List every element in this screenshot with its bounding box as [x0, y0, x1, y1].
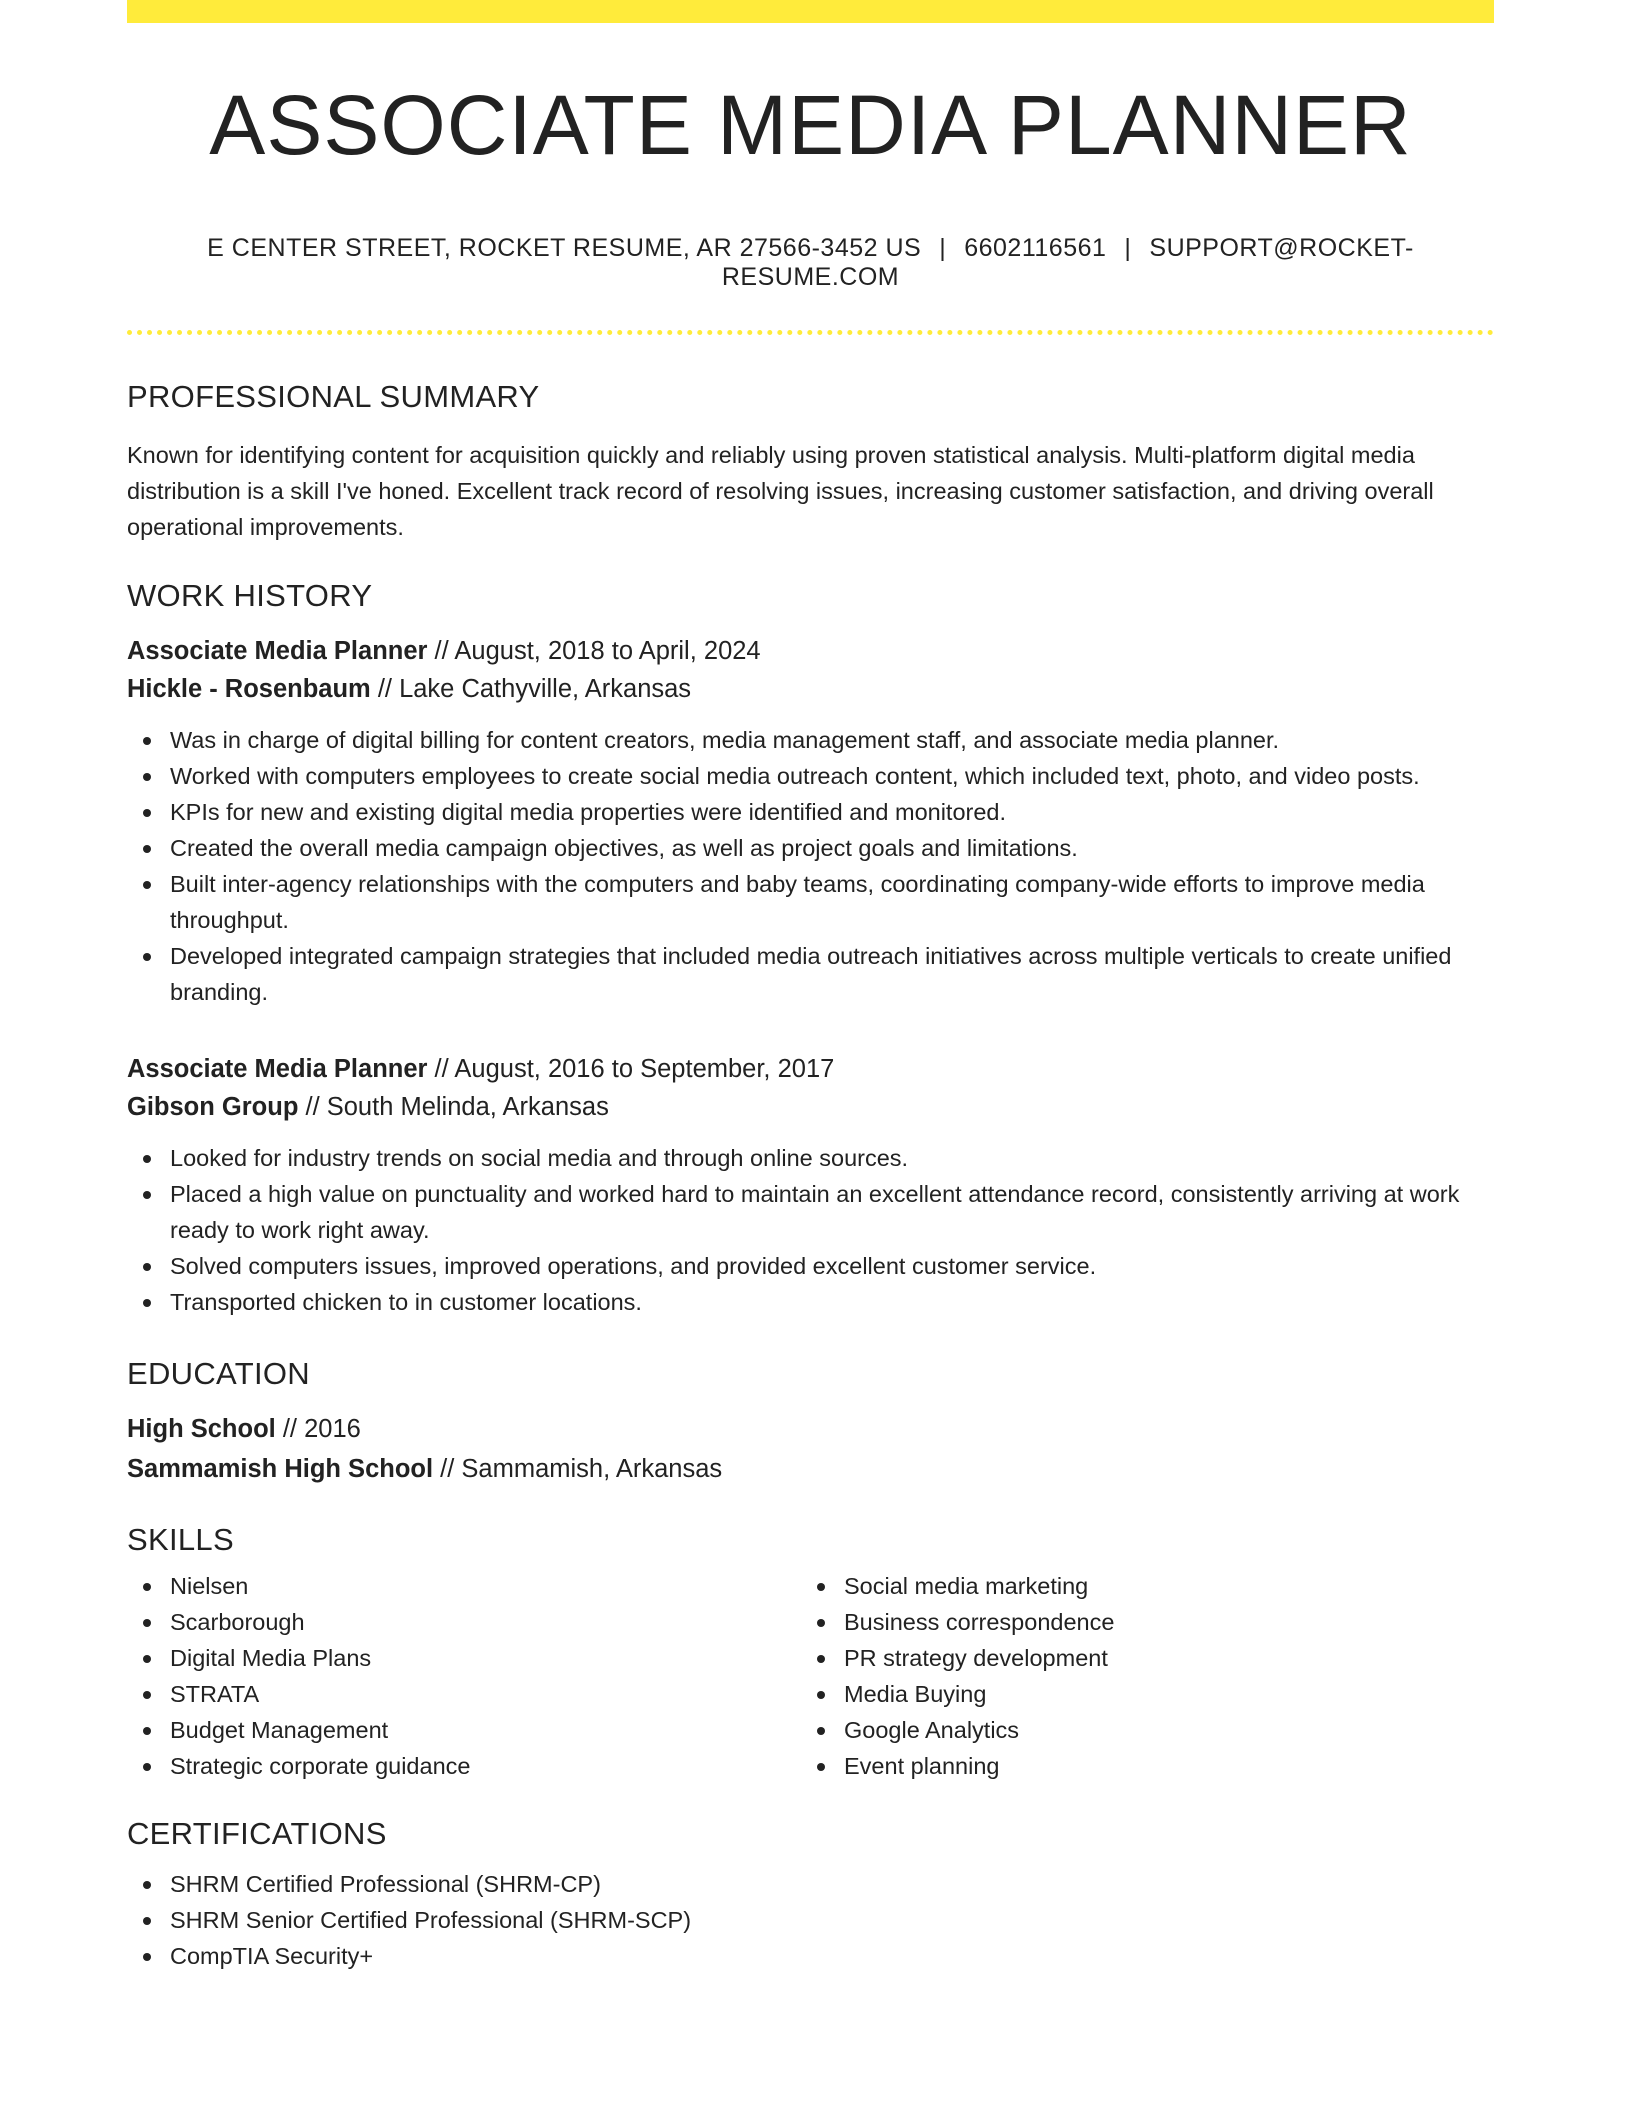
bullet-icon: [143, 1263, 151, 1271]
education-location: // Sammamish, Arkansas: [433, 1455, 723, 1483]
list-item-text: Transported chicken to in customer locations.: [170, 1289, 642, 1315]
list-item: [801, 1748, 1475, 1784]
work-history-heading: WORK HISTORY: [127, 578, 373, 613]
list-item: [801, 1640, 1475, 1676]
skills-list-right: [801, 1568, 1475, 1784]
bullet-icon: [143, 1619, 151, 1627]
contact-separator: |: [939, 234, 947, 262]
list-item: [127, 758, 1494, 794]
list-item-text: Google Analytics: [844, 1717, 1020, 1743]
job-location: // Lake Cathyville, Arkansas: [370, 675, 692, 703]
job-location: // South Melinda, Arkansas: [298, 1093, 609, 1121]
list-item-text: CompTIA Security+: [170, 1943, 374, 1969]
list-item: [801, 1712, 1475, 1748]
list-item-text: Placed a high value on punctuality and worked hard to maintain an excellent attendance record, consistently arriving at work ready to work right away.: [170, 1181, 1460, 1243]
list-item: [801, 1676, 1475, 1712]
list-item: [127, 794, 1494, 830]
list-item-text: PR strategy development: [844, 1645, 1108, 1671]
list-item-text: KPIs for new and existing digital media properties were identified and monitored.: [170, 799, 1007, 825]
job-company-line: [127, 1088, 1494, 1126]
list-item: [801, 1604, 1475, 1640]
bullet-icon: [143, 953, 151, 961]
job-title-line: [127, 632, 1494, 670]
accent-bar: [127, 0, 1494, 23]
bullet-icon: [817, 1655, 825, 1663]
education-degree-line: [127, 1410, 1494, 1448]
certifications-list: [127, 1866, 1494, 1974]
education-school: Sammamish High School: [127, 1455, 434, 1483]
education-entry: [127, 1410, 1494, 1488]
bullet-icon: [143, 1583, 151, 1591]
list-item-text: Developed integrated campaign strategies that included media outreach initiatives across multiple verticals to create unified branding.: [170, 943, 1452, 1005]
dotted-divider: [127, 330, 1494, 335]
contact-phone: 6602116561: [964, 234, 1107, 262]
list-item: [127, 1938, 1494, 1974]
job-bullets: [127, 722, 1494, 1010]
list-item-text: Looked for industry trends on social media and through online sources.: [170, 1145, 909, 1171]
bullet-icon: [143, 1655, 151, 1663]
bullet-icon: [143, 737, 151, 745]
bullet-icon: [143, 1763, 151, 1771]
job-company-line: [127, 670, 1494, 708]
summary-heading: PROFESSIONAL SUMMARY: [127, 379, 540, 414]
list-item: [127, 722, 1494, 758]
skills-list-left: [127, 1568, 801, 1784]
job-bullets: [127, 1140, 1494, 1320]
list-item: [127, 1568, 801, 1604]
bullet-icon: [817, 1619, 825, 1627]
skills-columns: [127, 1568, 1494, 1784]
contact-line: [127, 234, 1494, 292]
list-item: [801, 1568, 1475, 1604]
list-item-text: Media Buying: [844, 1681, 987, 1707]
bullet-icon: [817, 1583, 825, 1591]
list-item: [127, 938, 1494, 1010]
summary-text: Known for identifying content for acquisition quickly and reliably using proven statistical analysis. Multi-platform digital media distribution is a skill I've honed. Excellent track record of resolving issues, increasing customer satisfaction, and driving overall operational improvements.: [127, 442, 1434, 540]
list-item: [127, 866, 1494, 938]
list-item-text: Created the overall media campaign objectives, as well as project goals and limitations.: [170, 835, 1078, 861]
job-position: Associate Media Planner: [127, 637, 428, 665]
list-item: [127, 1712, 801, 1748]
list-item-text: SHRM Certified Professional (SHRM-CP): [170, 1871, 601, 1897]
job-title-line: [127, 1050, 1494, 1088]
job-company: Gibson Group: [127, 1093, 299, 1121]
contact-separator: |: [1124, 234, 1132, 262]
job-company: Hickle - Rosenbaum: [127, 675, 371, 703]
list-item-text: Solved computers issues, improved operations, and provided excellent customer service.: [170, 1253, 1097, 1279]
bullet-icon: [143, 1299, 151, 1307]
list-item-text: Was in charge of digital billing for content creators, media management staff, and associate media planner.: [170, 727, 1280, 753]
bullet-icon: [817, 1763, 825, 1771]
list-item: [127, 1176, 1494, 1248]
list-item: [127, 1284, 1494, 1320]
contact-address: E CENTER STREET, ROCKET RESUME, AR 27566-3452 US: [207, 234, 922, 262]
resume-page: [127, 0, 1494, 1974]
list-item: [127, 1866, 1494, 1902]
list-item: [127, 1676, 801, 1712]
education-school-line: [127, 1450, 1494, 1488]
list-item: [127, 830, 1494, 866]
bullet-icon: [143, 1727, 151, 1735]
bullet-icon: [143, 1691, 151, 1699]
list-item-text: Worked with computers employees to create social media outreach content, which included text, photo, and video posts.: [170, 763, 1420, 789]
list-item-text: Digital Media Plans: [170, 1645, 372, 1671]
bullet-icon: [143, 1881, 151, 1889]
list-item-text: Scarborough: [170, 1609, 305, 1635]
job-position: Associate Media Planner: [127, 1055, 428, 1083]
bullet-icon: [143, 881, 151, 889]
bullet-icon: [143, 773, 151, 781]
bullet-icon: [143, 1155, 151, 1163]
list-item-text: STRATA: [170, 1681, 260, 1707]
job-dates: // August, 2016 to September, 2017: [427, 1055, 835, 1083]
list-item: [127, 1604, 801, 1640]
list-item-text: Built inter-agency relationships with the computers and baby teams, coordinating company-wide efforts to improve media throughput.: [170, 871, 1425, 933]
certifications-heading: CERTIFICATIONS: [127, 1816, 387, 1851]
education-degree: High School: [127, 1415, 276, 1443]
list-item: [127, 1640, 801, 1676]
bullet-icon: [143, 1917, 151, 1925]
list-item-text: SHRM Senior Certified Professional (SHRM-SCP): [170, 1907, 692, 1933]
list-item: [127, 1140, 1494, 1176]
education-heading: EDUCATION: [127, 1356, 310, 1391]
list-item-text: Social media marketing: [844, 1573, 1089, 1599]
job-dates: // August, 2018 to April, 2024: [427, 637, 761, 665]
skills-heading: SKILLS: [127, 1522, 234, 1557]
contact-email: SUPPORT@ROCKET-RESUME.COM: [721, 234, 1414, 291]
bullet-icon: [143, 1191, 151, 1199]
list-item-text: Budget Management: [170, 1717, 389, 1743]
bullet-icon: [143, 845, 151, 853]
list-item-text: Strategic corporate guidance: [170, 1753, 471, 1779]
job-entry: [127, 632, 1494, 1010]
list-item: [127, 1748, 801, 1784]
bullet-icon: [143, 1953, 151, 1961]
list-item: [127, 1902, 1494, 1938]
bullet-icon: [817, 1691, 825, 1699]
education-year: // 2016: [275, 1415, 361, 1443]
bullet-icon: [143, 809, 151, 817]
list-item: [127, 1248, 1494, 1284]
list-item-text: Event planning: [844, 1753, 1000, 1779]
resume-name: ASSOCIATE MEDIA PLANNER: [209, 78, 1412, 172]
list-item-text: Business correspondence: [844, 1609, 1115, 1635]
bullet-icon: [817, 1727, 825, 1735]
job-entry: [127, 1050, 1494, 1320]
list-item-text: Nielsen: [170, 1573, 249, 1599]
